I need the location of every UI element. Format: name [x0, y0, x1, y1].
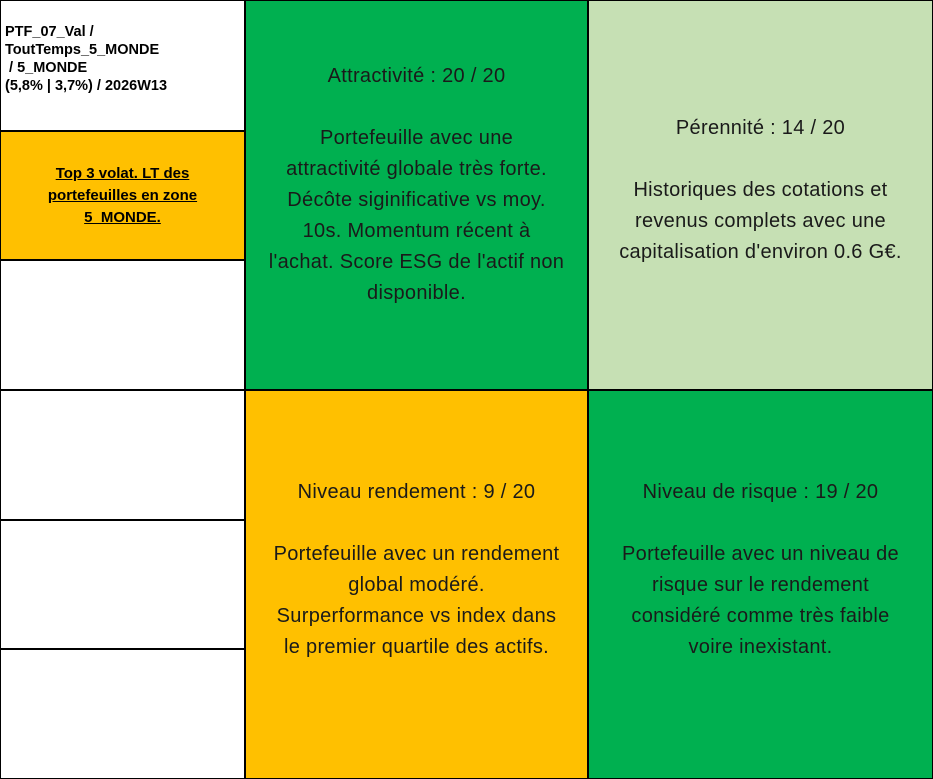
title-line: PTF_07_Val /	[5, 24, 94, 40]
portfolio-title	[0, 0, 245, 131]
title-line: (5,8% | 3,7%) / 2026W13	[5, 78, 168, 94]
top3-volatility-link-text[interactable]: Top 3 volat. LT des portefeuilles en zone 5_MONDE.	[47, 164, 198, 226]
risque-heading: Niveau de risque : 19 / 20	[642, 480, 879, 503]
attractivite-card	[245, 0, 588, 390]
text-line: Portefeuille avec un rendement	[273, 542, 560, 565]
perennite-card	[588, 0, 933, 390]
text-line: risque sur le rendement	[651, 573, 869, 596]
text-line: voire inexistant.	[688, 635, 833, 658]
text-line: Portefeuille avec un niveau de	[622, 542, 899, 565]
perennite-text	[619, 175, 901, 268]
text-line: 10s. Momentum récent à	[302, 220, 531, 242]
blank-cell	[0, 520, 245, 649]
text-line: Décôte siginificative vs moy.	[287, 189, 546, 211]
text-line: Surperformance vs index dans	[276, 604, 557, 627]
risque-card	[588, 390, 933, 779]
text-line: global modéré.	[348, 573, 485, 596]
title-line: / 5_MONDE	[5, 60, 88, 76]
perennite-heading: Pérennité : 14 / 20	[675, 116, 846, 139]
blank-cell	[0, 649, 245, 779]
blank-cell	[0, 260, 245, 390]
text-line: considéré comme très faible	[631, 604, 890, 627]
text-line: Historiques des cotations et	[633, 178, 888, 201]
rendement-heading: Niveau rendement : 9 / 20	[297, 480, 536, 503]
attractivite-heading: Attractivité : 20 / 20	[327, 65, 506, 87]
risque-text	[622, 539, 899, 663]
text-line: Portefeuille avec une	[319, 127, 514, 149]
attractivite-text	[269, 123, 564, 309]
blank-cell	[0, 390, 245, 520]
text-line: l'achat. Score ESG de l'actif non	[268, 251, 565, 273]
title-line: ToutTemps_5_MONDE	[5, 42, 160, 58]
text-line: le premier quartile des actifs.	[284, 635, 549, 658]
top3-volatility-link[interactable]	[0, 131, 245, 260]
rendement-text	[274, 539, 560, 663]
text-line: disponible.	[367, 282, 466, 304]
text-line: revenus complets avec une	[635, 209, 886, 232]
text-line: attractivité globale très forte.	[286, 158, 547, 180]
text-line: capitalisation d'environ 0.6 G€.	[619, 240, 902, 263]
rendement-card	[245, 390, 588, 779]
